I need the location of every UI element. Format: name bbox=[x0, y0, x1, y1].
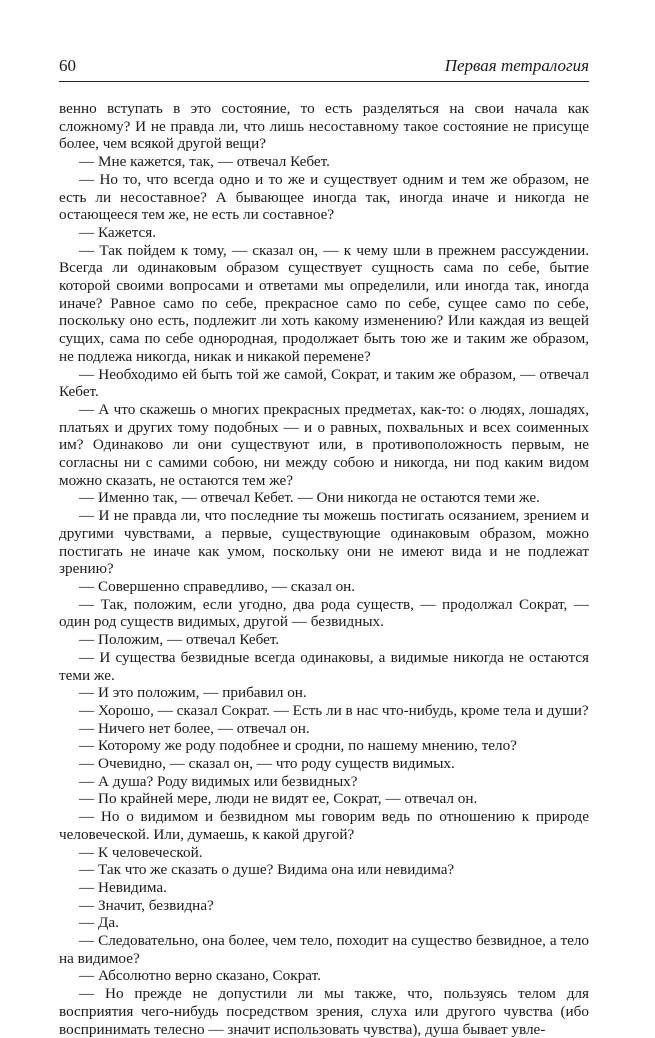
body-text bbox=[59, 100, 589, 1038]
paragraph: — А душа? Роду видимых или безвидных? bbox=[79, 772, 358, 790]
page-number: 60 bbox=[59, 56, 76, 75]
paragraph: — Значит, безвидна? bbox=[79, 896, 214, 914]
paragraph: — Так что же сказать о душе? Видима она или невидима? bbox=[79, 861, 455, 879]
paragraph: — К человеческой. bbox=[79, 843, 203, 861]
paragraph: — А что скажешь о многих прекрасных предметах, как-то: о людях, лошадях, платьях и других тому подобных — и о равных, похвальных и всех соименных им? Одинаково ли они существуют или, в противоположность первым, не согласны ни с самими собою, ни между собою и никогда, ни под каким видом можно сказать, не остаются тем же? bbox=[59, 400, 589, 489]
paragraph: — Мне кажется, так, — отвечал Кебет. bbox=[79, 153, 330, 171]
paragraph: — Невидима. bbox=[79, 878, 167, 896]
paragraph: — Очевидно, — сказал он, — что роду существ видимых. bbox=[79, 755, 455, 773]
paragraph: — Так пойдем к тому, — сказал он, — к чему шли в прежнем рассуждении. Всегда ли одинаковым образом существует сущность сама по себе, бытие которой своими вопросами и ответами мы определили, или иногда так, иногда иначе? Равное само по себе, прекрасное само по себе, сущее само по себе, поскольку оно есть, подлежит ли хоть какому изменению? Или каждая из вещей сущих, сама по себе однородная, продолжает быть тою же и таким же образом, не подлежа никогда, никак и никакой перемене? bbox=[59, 241, 589, 365]
paragraph: — И не правда ли, что последние ты можешь постигать осязанием, зрением и другими чувствами, а первые, существующие одинаковым образом, можно постигать не иначе как умом, поскольку они не имеют вида и не подлежат зрению? bbox=[59, 507, 589, 578]
paragraph: — По крайней мере, люди не видят ее, Сократ, — отвечал он. bbox=[79, 790, 478, 808]
paragraph: — Следовательно, она более, чем тело, походит на существо безвидное, а тело на видимое? bbox=[59, 932, 589, 967]
paragraph: — Но то, что всегда одно и то же и существует одним и тем же образом, не есть ли несоставное? А бывающее иногда так, иногда иначе и никогда не остающееся тем же, не есть ли составное? bbox=[59, 170, 589, 224]
running-header bbox=[59, 56, 589, 82]
paragraph: — И существа безвидные всегда одинаковы, а видимые никогда не остаются теми же. bbox=[59, 648, 589, 684]
book-page bbox=[59, 56, 589, 1038]
paragraph: — Которому же роду подобнее и сродни, по нашему мнению, тело? bbox=[79, 737, 517, 755]
paragraph: — Так, положим, если угодно, два рода существ, — продолжал Сократ, — один род существ видимых, другой — безвидных. bbox=[59, 595, 589, 631]
paragraph: — Но о видимом и безвидном мы говорим ведь по отношению к природе человеческой. Или, думаешь, к какой другой? bbox=[59, 808, 589, 843]
running-title: Первая тетралогия bbox=[444, 56, 589, 75]
paragraph: — Но прежде не допустили ли мы также, что, пользуясь телом для восприятия чего-нибудь посредством зрения, слуха или другого чувства (ибо воспринимать телесно — значит использовать чувства), душа бывает увле- bbox=[59, 985, 589, 1038]
paragraph: венно вступать в это состояние, то есть разделяться на свои начала как сложному? И не правда ли, что лишь несоставному такое состояние не присуще более, чем всякой другой вещи? bbox=[59, 100, 589, 153]
paragraph: — Хорошо, — сказал Сократ. — Есть ли в нас что-нибудь, кроме тела и души? bbox=[79, 701, 589, 719]
paragraph: — Совершенно справедливо, — сказал он. bbox=[79, 577, 356, 595]
paragraph: — Именно так, — отвечал Кебет. — Они никогда не остаются теми же. bbox=[79, 489, 540, 507]
paragraph: — Необходимо ей быть той же самой, Сократ, и таким же образом, — отвечал Кебет. bbox=[59, 365, 589, 401]
paragraph: — Абсолютно верно сказано, Сократ. bbox=[79, 967, 321, 985]
paragraph: — Положим, — отвечал Кебет. bbox=[79, 631, 280, 649]
paragraph: — Кажется. bbox=[79, 223, 157, 241]
paragraph: — Ничего нет более, — отвечал он. bbox=[79, 719, 310, 737]
paragraph: — Да. bbox=[79, 914, 119, 932]
paragraph: — И это положим, — прибавил он. bbox=[79, 684, 307, 702]
